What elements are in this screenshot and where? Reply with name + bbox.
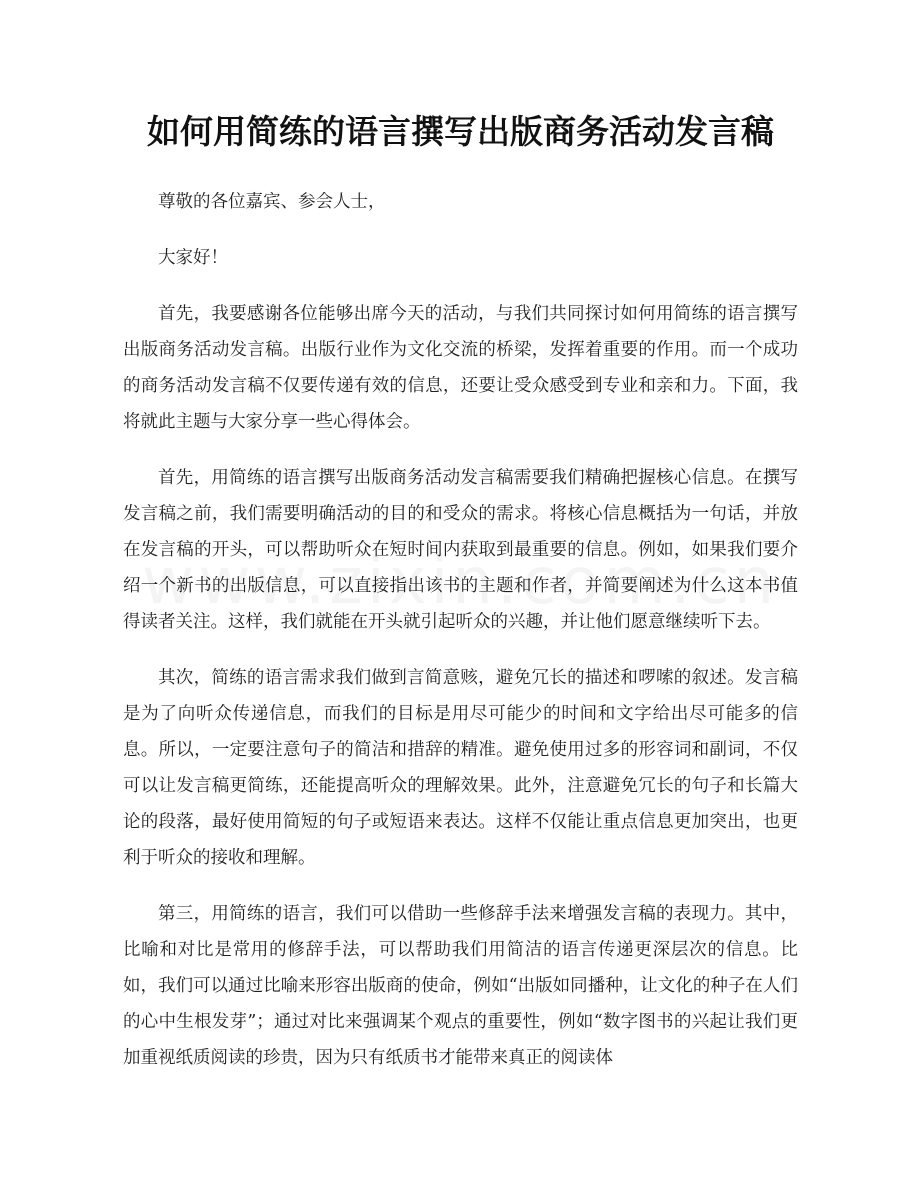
greeting-paragraph: 大家好！ xyxy=(158,248,228,268)
salutation-paragraph: 尊敬的各位嘉宾、参会人士， xyxy=(158,192,386,212)
body-paragraph: 第三，用简练的语言，我们可以借助一些修辞手法来增强发言稿的表现力。其中，比喻和对比是常用的修辞手法，可以帮助我们用简洁的语言传递更深层次的信息。比如，我们可以通过比喻来形容出版商的使命，例如“出版如同播种，让文化的种子在人们的心中生根发芽”；通过对比来强调某个观点的重要性，例如“数字图书的兴起让我们更加重视纸质阅读的珍贵，因为只有纸质书才能带来真正的阅读体 xyxy=(123,904,798,1068)
body-paragraph: 首先，我要感谢各位能够出席今天的活动，与我们共同探讨如何用简练的语言撰写出版商务活动发言稿。出版行业作为文化交流的桥梁，发挥着重要的作用。而一个成功的商务活动发言稿不仅要传递有效的信息，还要让受众感受到专业和亲和力。下面，我将就此主题与大家分享一些心得体会。 xyxy=(123,304,798,432)
document-title: 如何用简练的语言撰写出版商务活动发言稿 xyxy=(147,112,774,151)
document-body xyxy=(123,184,798,1076)
body-paragraph: 首先，用简练的语言撰写出版商务活动发言稿需要我们精确把握核心信息。在撰写发言稿之前，我们需要明确活动的目的和受众的需求。将核心信息概括为一句话，并放在发言稿的开头，可以帮助听众在短时间内获取到最重要的信息。例如，如果我们要介绍一个新书的出版信息，可以直接指出该书的主题和作者，并简要阐述为什么这本书值得读者关注。这样，我们就能在开头就引起听众的兴趣，并让他们愿意继续听下去。 xyxy=(123,468,798,632)
body-paragraph: 其次，简练的语言需求我们做到言简意赅，避免冗长的描述和啰嗦的叙述。发言稿是为了向听众传递信息，而我们的目标是用尽可能少的时间和文字给出尽可能多的信息。所以，一定要注意句子的简洁和措辞的精准。避免使用过多的形容词和副词，不仅可以让发言稿更简练，还能提高听众的理解效果。此外，注意避免冗长的句子和长篇大论的段落，最好使用简短的句子或短语来表达。这样不仅能让重点信息更加突出，也更利于听众的接收和理解。 xyxy=(123,668,798,868)
